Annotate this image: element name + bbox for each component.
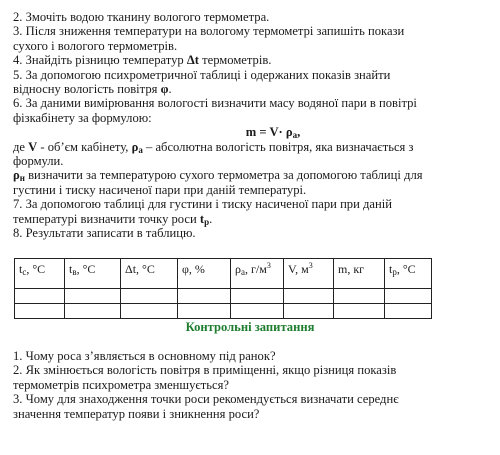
step-8: 8. Результати записати в таблицю. bbox=[13, 226, 196, 241]
col-tv: $t_в$, °С bbox=[65, 259, 121, 289]
step-6-line-1: 6. За даними вимірювання вологості визначити масу водяної пари в повітрі bbox=[13, 96, 417, 111]
definition-line-1: де V - об’єм кабінету, $\rho_а$ – абсолютна вологість повітря, яка визначається з bbox=[13, 139, 414, 155]
step-4: 4. Знайдіть різницю температур Δt термометрів. bbox=[13, 53, 272, 68]
question-3-line-1: 3. Чому для знаходження точки роси рекомендується визначати середнє bbox=[13, 392, 399, 407]
table-row bbox=[15, 304, 432, 319]
step-5-line-2: відносну вологість повітря φ. bbox=[13, 82, 172, 97]
question-3-line-2: значення температур появи і зникнення роси? bbox=[13, 406, 260, 421]
question-1: 1. Чому роса з’являється в основному під ранок? bbox=[13, 349, 276, 363]
step-3-line-1: 3. Після зниження температури на вологому термометрі запишіть покази bbox=[13, 24, 405, 39]
col-rho-a: $\rho_а$, $г/м^3$ bbox=[231, 259, 284, 289]
table-row bbox=[15, 289, 432, 304]
instructions bbox=[13, 10, 493, 241]
col-volume: V, $м^3$ bbox=[284, 259, 334, 289]
formula: $m = V\cdot \rho_а$, bbox=[245, 125, 301, 141]
definition-line-2: формули. bbox=[13, 154, 64, 169]
table-header-row bbox=[15, 259, 432, 289]
step-3-line-2: сухого і вологого термометрів. bbox=[13, 38, 178, 53]
step-7-line-1: 7. За допомогою таблиці для густини і тиску насиченої пари при даній bbox=[13, 197, 392, 212]
step-6-line-2: фізкабінету за формулою: bbox=[13, 110, 152, 125]
question-2-line-1: 2. Як змінюється вологість повітря в приміщенні, якщо різниця показів bbox=[13, 363, 397, 378]
step-7-line-2: температурі визначити точку роси $t_р$. bbox=[13, 211, 213, 227]
questions bbox=[13, 349, 493, 421]
question-2-line-2: термометрів психрометра зменшується? bbox=[13, 377, 230, 392]
definition-line-3: $\rho_н$ визначити за температурою сухого термометра за допомогою таблиці для bbox=[13, 168, 423, 184]
definition-line-4: густини і тиску насиченої пари при даній температурі. bbox=[13, 182, 307, 197]
control-questions-title: Контрольні запитання bbox=[185, 320, 315, 334]
step-5-line-1: 5. За допомогою психрометричної таблиці і одержаних показів знайти bbox=[13, 67, 391, 82]
step-2: 2. Змочіть водою тканину вологого термометра. bbox=[13, 10, 270, 24]
col-phi: φ, % bbox=[178, 259, 231, 289]
col-delta-t: Δt, °С bbox=[121, 259, 178, 289]
results-table bbox=[14, 258, 432, 319]
col-mass: m, кг bbox=[334, 259, 385, 289]
col-tc: $t_с$, °С bbox=[15, 259, 65, 289]
col-tp: $t_р$, °С bbox=[385, 259, 432, 289]
